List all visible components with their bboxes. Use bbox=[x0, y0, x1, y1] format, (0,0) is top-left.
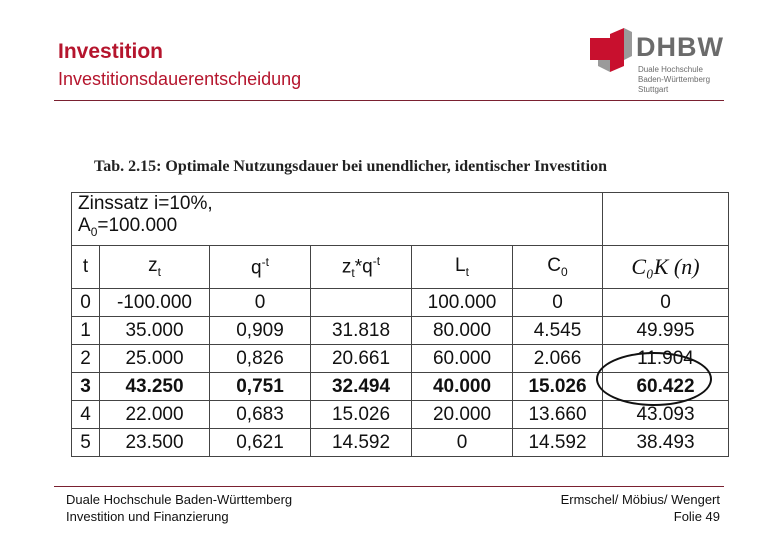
header-t: t bbox=[72, 246, 100, 289]
cell: 31.818 bbox=[311, 317, 412, 345]
logo-line-2: Baden-Württemberg bbox=[638, 75, 711, 84]
cell: 0 bbox=[412, 429, 513, 457]
cell: 49.995 bbox=[603, 317, 729, 345]
cell: 22.000 bbox=[100, 401, 210, 429]
cell: 43.093 bbox=[603, 401, 729, 429]
footer-authors: Ermschel/ Möbius/ Wengert bbox=[560, 492, 720, 507]
cell: 0 bbox=[603, 289, 729, 317]
cell: 14.592 bbox=[311, 429, 412, 457]
cell: 43.250 bbox=[100, 373, 210, 401]
cell: 38.493 bbox=[603, 429, 729, 457]
cell bbox=[311, 289, 412, 317]
header-zt: $z_t$ bbox=[100, 246, 210, 289]
cell: 1 bbox=[72, 317, 100, 345]
cell: 0 bbox=[72, 289, 100, 317]
cell: 0,683 bbox=[210, 401, 311, 429]
cell: 4.545 bbox=[513, 317, 603, 345]
table-row bbox=[72, 317, 729, 345]
cell: 0,751 bbox=[210, 373, 311, 401]
logo-line-1: Duale Hochschule bbox=[638, 65, 703, 74]
cell: -100.000 bbox=[100, 289, 210, 317]
page-subtitle: Investitionsdauerentscheidung bbox=[58, 69, 302, 89]
cell: 60.000 bbox=[412, 345, 513, 373]
cell: 13.660 bbox=[513, 401, 603, 429]
footer-right bbox=[561, 491, 720, 525]
cell: 2 bbox=[72, 345, 100, 373]
page-title: Investition bbox=[58, 40, 164, 63]
cell: 3 bbox=[72, 373, 100, 401]
table-header-row bbox=[72, 246, 729, 289]
footer-institution: Duale Hochschule Baden-Württemberg bbox=[66, 492, 293, 507]
cell: 0 bbox=[210, 289, 311, 317]
cell: 0,909 bbox=[210, 317, 311, 345]
cell: 14.592 bbox=[513, 429, 603, 457]
cell: 20.000 bbox=[412, 401, 513, 429]
cell: 40.000 bbox=[412, 373, 513, 401]
cell: 100.000 bbox=[412, 289, 513, 317]
header-c0: $C_0$ bbox=[513, 246, 603, 289]
cell: 20.661 bbox=[311, 345, 412, 373]
initial-investment-text: $A_0=100.000$ bbox=[78, 215, 178, 239]
footer-left bbox=[66, 491, 292, 525]
header-zq: $z_t*q^{-t}$ bbox=[311, 246, 412, 289]
table-row bbox=[72, 289, 729, 317]
table-caption: Tab. 2.15: Optimale Nutzungsdauer bei unendlicher, identischer Investition bbox=[94, 158, 607, 175]
header-c0k: C₀K (n) bbox=[603, 246, 729, 289]
dhbw-logo bbox=[588, 22, 728, 102]
cell: 0 bbox=[513, 289, 603, 317]
logo-line-3: Stuttgart bbox=[638, 85, 669, 94]
cell: 23.500 bbox=[100, 429, 210, 457]
cell: 0,621 bbox=[210, 429, 311, 457]
slide-number: Folie 49 bbox=[673, 509, 720, 524]
cell: 4 bbox=[72, 401, 100, 429]
cell: 35.000 bbox=[100, 317, 210, 345]
cell-optimal-value: 60.422 bbox=[603, 373, 729, 401]
intro-cell bbox=[72, 193, 603, 246]
cell: 15.026 bbox=[513, 373, 603, 401]
cell: 0,826 bbox=[210, 345, 311, 373]
cell: 80.000 bbox=[412, 317, 513, 345]
dhbw-logo-mark-icon bbox=[588, 26, 638, 76]
table-row bbox=[72, 429, 729, 457]
highlight-circle bbox=[596, 352, 712, 406]
logo-wordmark: DHBW bbox=[636, 32, 724, 62]
cell: 25.000 bbox=[100, 345, 210, 373]
data-table bbox=[71, 192, 729, 457]
table-intro-row bbox=[72, 193, 729, 246]
header-lt: $L_t$ bbox=[412, 246, 513, 289]
cell: 2.066 bbox=[513, 345, 603, 373]
cell: 15.026 bbox=[311, 401, 412, 429]
cell: 11.904 bbox=[603, 345, 729, 373]
interest-rate-text: Zinssatz i=10%, bbox=[78, 193, 213, 214]
header-q: $q^{-t}$ bbox=[210, 246, 311, 289]
intro-empty-cell bbox=[603, 193, 729, 246]
cell: 32.494 bbox=[311, 373, 412, 401]
table-row bbox=[72, 401, 729, 429]
footer-divider bbox=[54, 486, 724, 487]
footer-course: Investition und Finanzierung bbox=[66, 509, 229, 524]
cell: 5 bbox=[72, 429, 100, 457]
